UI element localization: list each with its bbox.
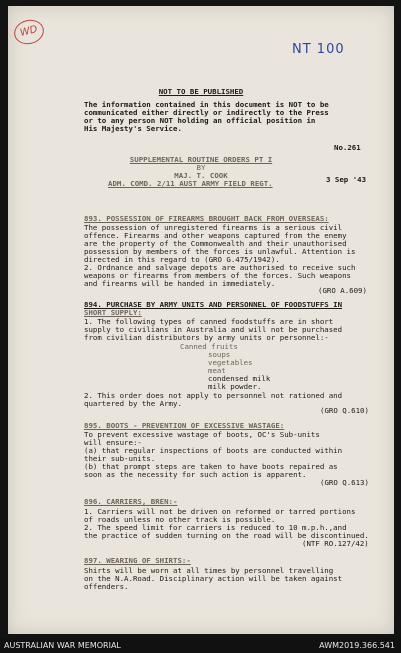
document-page [8, 6, 394, 634]
order-line: 2. This order does not apply to personnel not rationed and [84, 391, 343, 400]
order-heading: 893. POSSESSION OF FIREARMS BROUGHT BACK FROM OVERSEAS: [84, 214, 329, 223]
order-line: offence. Firearms and other weapons captured from the enemy [84, 231, 347, 240]
handwritten-nt-number: NT 100 [292, 42, 345, 57]
order-line: The possession of unregistered firearms is a serious civil [84, 223, 343, 232]
order-line: 1. The following types of canned foodstuffs are in short [84, 317, 334, 326]
order-heading: 895. BOOTS - PREVENTION OF EXCESSIVE WASTAGE: [84, 421, 285, 430]
order-line: offenders. [84, 582, 129, 591]
order-line: weapons or firearms from members of the forces. Such weapons [84, 271, 351, 280]
order-line: 2. Ordnance and salvage depots are authorised to receive such [84, 263, 356, 272]
order-reference: (GRO A.609) [318, 286, 367, 295]
order-heading: 897. WEARING OF SHIRTS:- [84, 556, 191, 565]
orders-by: BY [196, 163, 206, 172]
order-line: the practice of sudden turning on the road will be discontinued. [84, 531, 369, 540]
list-item: Canned fruits [180, 342, 238, 351]
order-reference: (GRO Q.613) [320, 478, 369, 487]
order-line: 1. Carriers will not be driven on reformed or tarred portions [84, 507, 356, 516]
order-line: directed in this regard to (GRO G.475/1942). [84, 255, 280, 264]
orders-title: SUPPLEMENTAL ROUTINE ORDERS PT I [129, 155, 273, 164]
list-item: soups [208, 350, 231, 359]
officer-name: MAJ. T. COOK [174, 171, 228, 180]
order-line: Shirts will be worn at all times by personnel travelling [84, 566, 334, 575]
warning-line: The information contained in this document is NOT to be [84, 100, 329, 109]
order-line: their sub-units. [84, 454, 156, 463]
warning-line: His Majesty's Service. [84, 124, 182, 133]
order-heading: 896. CARRIERS, BREN:- [84, 497, 178, 506]
order-date: 3 Sep '43 [326, 175, 367, 184]
archive-credit-bar [0, 638, 401, 653]
order-line: of roads unless no other track is possible. [84, 515, 276, 524]
list-item: meat [208, 366, 226, 375]
list-item: milk powder. [208, 382, 262, 391]
archive-reference: AWM2019.366.541 [319, 641, 395, 650]
handwritten-wd: WD [18, 24, 39, 39]
order-line: are the property of the Commonwealth and their unauthorised [84, 239, 347, 248]
order-reference: (NTF RO.127/42) [302, 539, 369, 548]
order-line: 2. The speed limit for carriers is reduced to 10 m.p.h.,and [84, 523, 347, 532]
unit-line: ADM. COMD. 2/11 AUST ARMY FIELD REGT. [108, 179, 273, 188]
list-item: condensed milk [208, 374, 271, 383]
order-line: from civilian distributors by army units or personnel:- [84, 333, 329, 342]
order-line: (b) that prompt steps are taken to have boots repaired as [84, 462, 338, 471]
warning-line: or to any person NOT holding an official position in [84, 116, 316, 125]
order-heading-cont: SHORT SUPPLY: [84, 308, 142, 317]
archive-name: AUSTRALIAN WAR MEMORIAL [4, 641, 121, 650]
order-heading: 894. PURCHASE BY ARMY UNITS AND PERSONNEL OF FOODSTUFFS IN [84, 300, 343, 309]
order-line: possession by members of the forces is unlawful. Attention is [84, 247, 356, 256]
order-line: (a) that regular inspections of boots are conducted within [84, 446, 343, 455]
order-reference: (GRO Q.610) [320, 406, 369, 415]
order-line: will ensure:- [84, 438, 142, 447]
order-line: and firearms will be handed in immediately. [84, 279, 276, 288]
order-number: No.261 [334, 143, 361, 152]
order-line: quartered by the Army. [84, 399, 182, 408]
order-line: To prevent excessive wastage of boots, OC's Sub-units [84, 430, 320, 439]
classification-heading: NOT TO BE PUBLISHED [158, 87, 244, 96]
warning-line: communicated either directly or indirectly to the Press [84, 108, 329, 117]
order-line: on the N.A.Road. Disciplinary action will be taken against [84, 574, 343, 583]
order-line: supply to civilians in Australia and will not be purchased [84, 325, 343, 334]
order-line: soon as the necessity for such action is apparent. [84, 470, 307, 479]
list-item: vegetables [208, 358, 253, 367]
